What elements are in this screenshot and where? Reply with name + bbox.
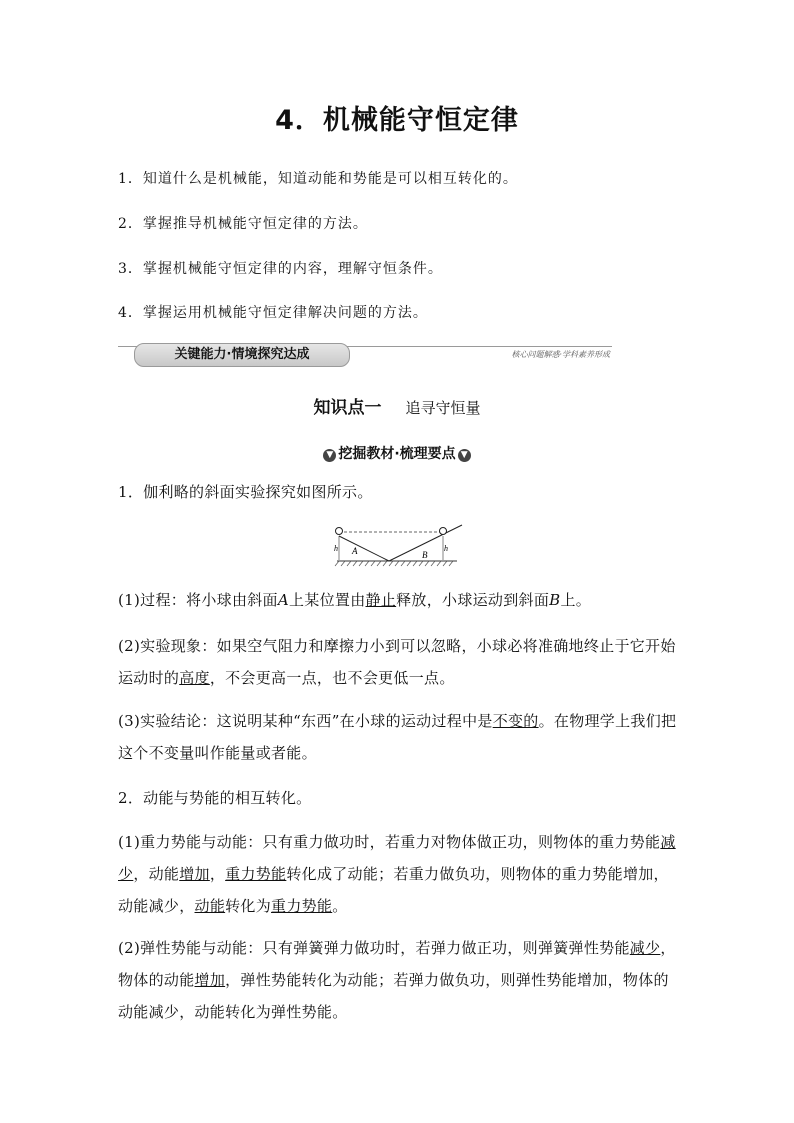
goal-item-2: 2．掌握推导机械能守恒定律的方法。 bbox=[118, 216, 368, 232]
goal-item-4: 4．掌握运用机械能守恒定律解决问题的方法。 bbox=[118, 305, 428, 321]
page-title: 4．机械能守恒定律 bbox=[275, 105, 519, 136]
item2-heading: 2．动能与势能的相互转化。 bbox=[118, 789, 312, 807]
sub-banner-label: 挖掘教材·梳理要点 bbox=[338, 446, 456, 462]
text-run: ，动能 bbox=[133, 865, 180, 883]
item1-heading: 1．伽利略的斜面实验探究如图所示。 bbox=[118, 483, 373, 501]
item1-process bbox=[118, 584, 678, 616]
text-run: 上某位置由 bbox=[289, 591, 366, 609]
blank-answer: 重力势能 bbox=[225, 865, 287, 883]
chevron-down-icon: ▼ bbox=[323, 449, 336, 462]
blank-answer: 增加 bbox=[194, 971, 226, 989]
text-run: 转化为 bbox=[225, 897, 272, 915]
section-header bbox=[118, 340, 612, 366]
label-h-left: h bbox=[334, 544, 338, 553]
sub-banner bbox=[0, 443, 794, 463]
label-B: B bbox=[422, 550, 428, 560]
label-A: A bbox=[352, 546, 358, 556]
knowledge-point-subtitle: 追寻守恒量 bbox=[405, 399, 481, 417]
incline-A bbox=[339, 536, 389, 561]
section-note: 核心问题解惑·学科素养形成 bbox=[511, 350, 610, 359]
blank-answer: 增加 bbox=[179, 865, 210, 883]
text-run: ，物体的动能 bbox=[118, 939, 676, 989]
text-run: (2)实验现象：如果空气阻力和摩擦力小到可以忽略，小球必将准确地终止于它开始运动时的 bbox=[118, 637, 676, 687]
text-run: 转化成了动能；若重力做负功，则物体的重力势能增加，动能减少， bbox=[118, 865, 669, 915]
blank-answer: 动能 bbox=[194, 897, 226, 915]
symbol-B: B bbox=[549, 591, 561, 609]
item2-elastic bbox=[118, 932, 678, 1028]
text-run: 释放，小球运动到斜面 bbox=[396, 591, 550, 609]
text-run: (1)过程：将小球由斜面 bbox=[118, 591, 278, 609]
section-tab-label: 关键能力·情境探究达成 bbox=[134, 343, 350, 367]
item2-gravity bbox=[118, 826, 678, 922]
text-run: (1)重力势能与动能：只有重力做功时，若重力对物体做正功，则物体的重力势能 bbox=[118, 833, 661, 851]
symbol-A: A bbox=[277, 591, 289, 609]
chevron-down-icon: ▼ bbox=[458, 449, 471, 462]
text-run: ， bbox=[209, 865, 226, 883]
label-h-right: h bbox=[444, 544, 448, 553]
blank-answer: 静止 bbox=[365, 591, 397, 609]
incline-experiment-figure bbox=[325, 522, 470, 568]
ball-end bbox=[440, 528, 447, 535]
knowledge-point-title bbox=[0, 393, 794, 418]
blank-answer: 减少 bbox=[118, 833, 676, 883]
goal-item-1: 1．知道什么是机械能，知道动能和势能是可以相互转化的。 bbox=[118, 171, 518, 187]
text-run: 。在物理学上我们把这个不变量叫作能量或者能。 bbox=[118, 712, 677, 762]
text-run: 。 bbox=[332, 897, 348, 915]
ball-start bbox=[336, 528, 343, 535]
text-run: (2)弹性势能与动能：只有弹簧弹力做功时，若弹力做正功，则弹簧弹性势能 bbox=[118, 939, 630, 957]
text-run: (3)实验结论：这说明某种“东西”在小球的运动过程中是 bbox=[118, 712, 493, 730]
blank-answer: 不变的 bbox=[492, 712, 539, 730]
text-run: ，不会更高一点，也不会更低一点。 bbox=[209, 669, 455, 687]
text-run: 上。 bbox=[560, 591, 592, 609]
item1-phenomenon bbox=[118, 630, 678, 694]
item1-conclusion bbox=[118, 705, 678, 769]
blank-answer: 重力势能 bbox=[271, 897, 333, 915]
text-run: ，弹性势能转化为动能；若弹力做负功，则弹性势能增加，物体的动能减少，动能转化为弹性势能。 bbox=[118, 971, 669, 1021]
blank-answer: 减少 bbox=[629, 939, 661, 957]
ground-hatch bbox=[335, 561, 453, 566]
knowledge-point-number: 知识点一 bbox=[313, 398, 382, 418]
blank-answer: 高度 bbox=[179, 669, 210, 687]
goal-item-3: 3．掌握机械能守恒定律的内容，理解守恒条件。 bbox=[118, 261, 443, 277]
